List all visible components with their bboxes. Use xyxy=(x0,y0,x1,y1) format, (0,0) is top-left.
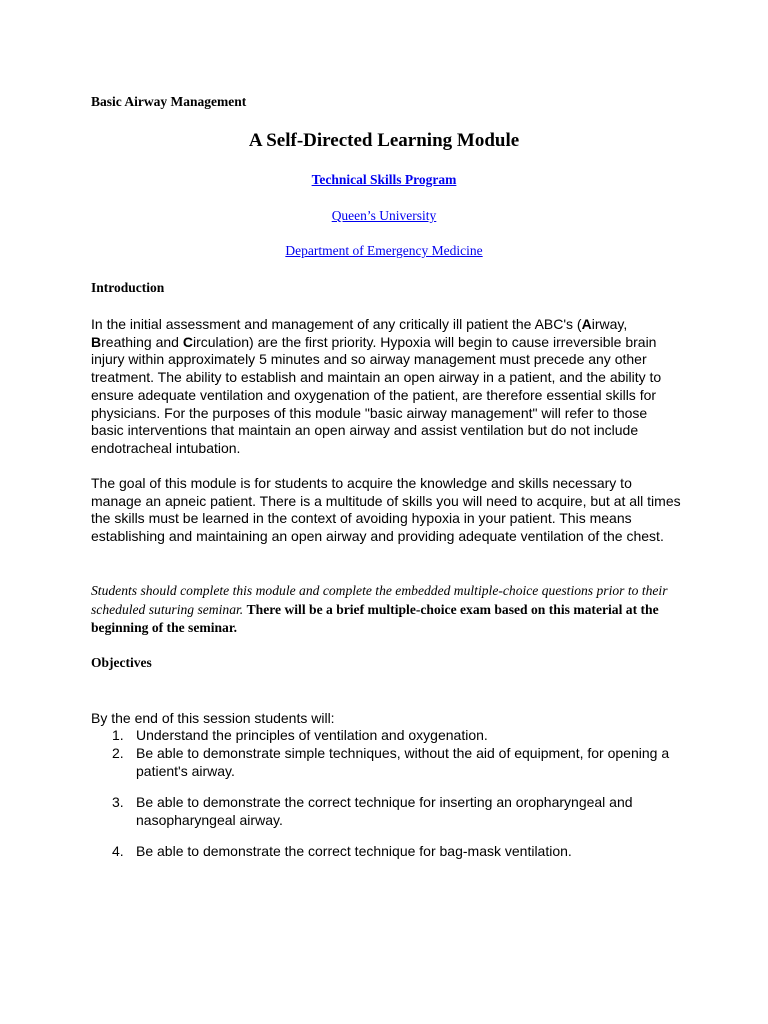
objective-number: 3. xyxy=(112,794,124,810)
objective-number: 4. xyxy=(112,843,124,859)
objective-number: 1. xyxy=(112,727,124,743)
introduction-paragraph-2: The goal of this module is for students to acquire the knowledge and skills necessary to manage an apneic patient. There is a multitude of skills you will need to acquire, but at all times the skills must be learned in the context of avoiding hypoxia in your patient. This means establishing and maintaining an open airway and providing adequate ventilation of the chest. xyxy=(91,475,681,545)
document-header: Basic Airway Management xyxy=(91,94,247,109)
objective-text: Understand the principles of ventilation and oxygenation. xyxy=(136,727,488,743)
objective-number: 2. xyxy=(112,745,124,761)
queens-university-link[interactable]: Queen’s University xyxy=(331,208,437,223)
objective-text: Be able to demonstrate the correct technique for inserting an oropharyngeal and nasopharyngeal airway. xyxy=(136,794,633,828)
page-title: A Self-Directed Learning Module xyxy=(248,130,520,151)
introduction-heading: Introduction xyxy=(91,280,165,295)
introduction-paragraph-1: In the initial assessment and management of any critically ill patient the ABC's (Airway, Breathing and Circulation) are the first priority. Hypoxia will begin to cause irreversible brain injury within approximately 5 minutes and so airway management must precede any other treatment. The ability to establish and maintain an open airway in a patient, and the ability to ensure adequate ventilation and oxygenation of the patient, are therefore essential skills for physicians. For the purposes of this module "basic airway management" will refer to those basic interventions that maintain an open airway and assist ventilation but do not include endotracheal intubation. xyxy=(91,316,662,456)
objective-text: Be able to demonstrate simple techniques, without the aid of equipment, for opening a patient's airway. xyxy=(136,745,670,779)
objectives-lead: By the end of this session students will: xyxy=(91,710,335,726)
module-instructions-note xyxy=(91,582,671,638)
exam-notice-text: There will be a brief multiple-choice exam based on this material at the beginning of the seminar. xyxy=(91,601,659,635)
emergency-medicine-department-link[interactable]: Department of Emergency Medicine xyxy=(285,243,483,258)
technical-skills-program-link[interactable]: Technical Skills Program xyxy=(311,172,457,187)
objective-text: Be able to demonstrate the correct technique for bag-mask ventilation. xyxy=(136,843,572,859)
instructions-text: Students should complete this module and complete the embedded multiple-choice questions prior to their scheduled suturing seminar. xyxy=(91,583,668,617)
objectives-heading: Objectives xyxy=(91,655,152,670)
